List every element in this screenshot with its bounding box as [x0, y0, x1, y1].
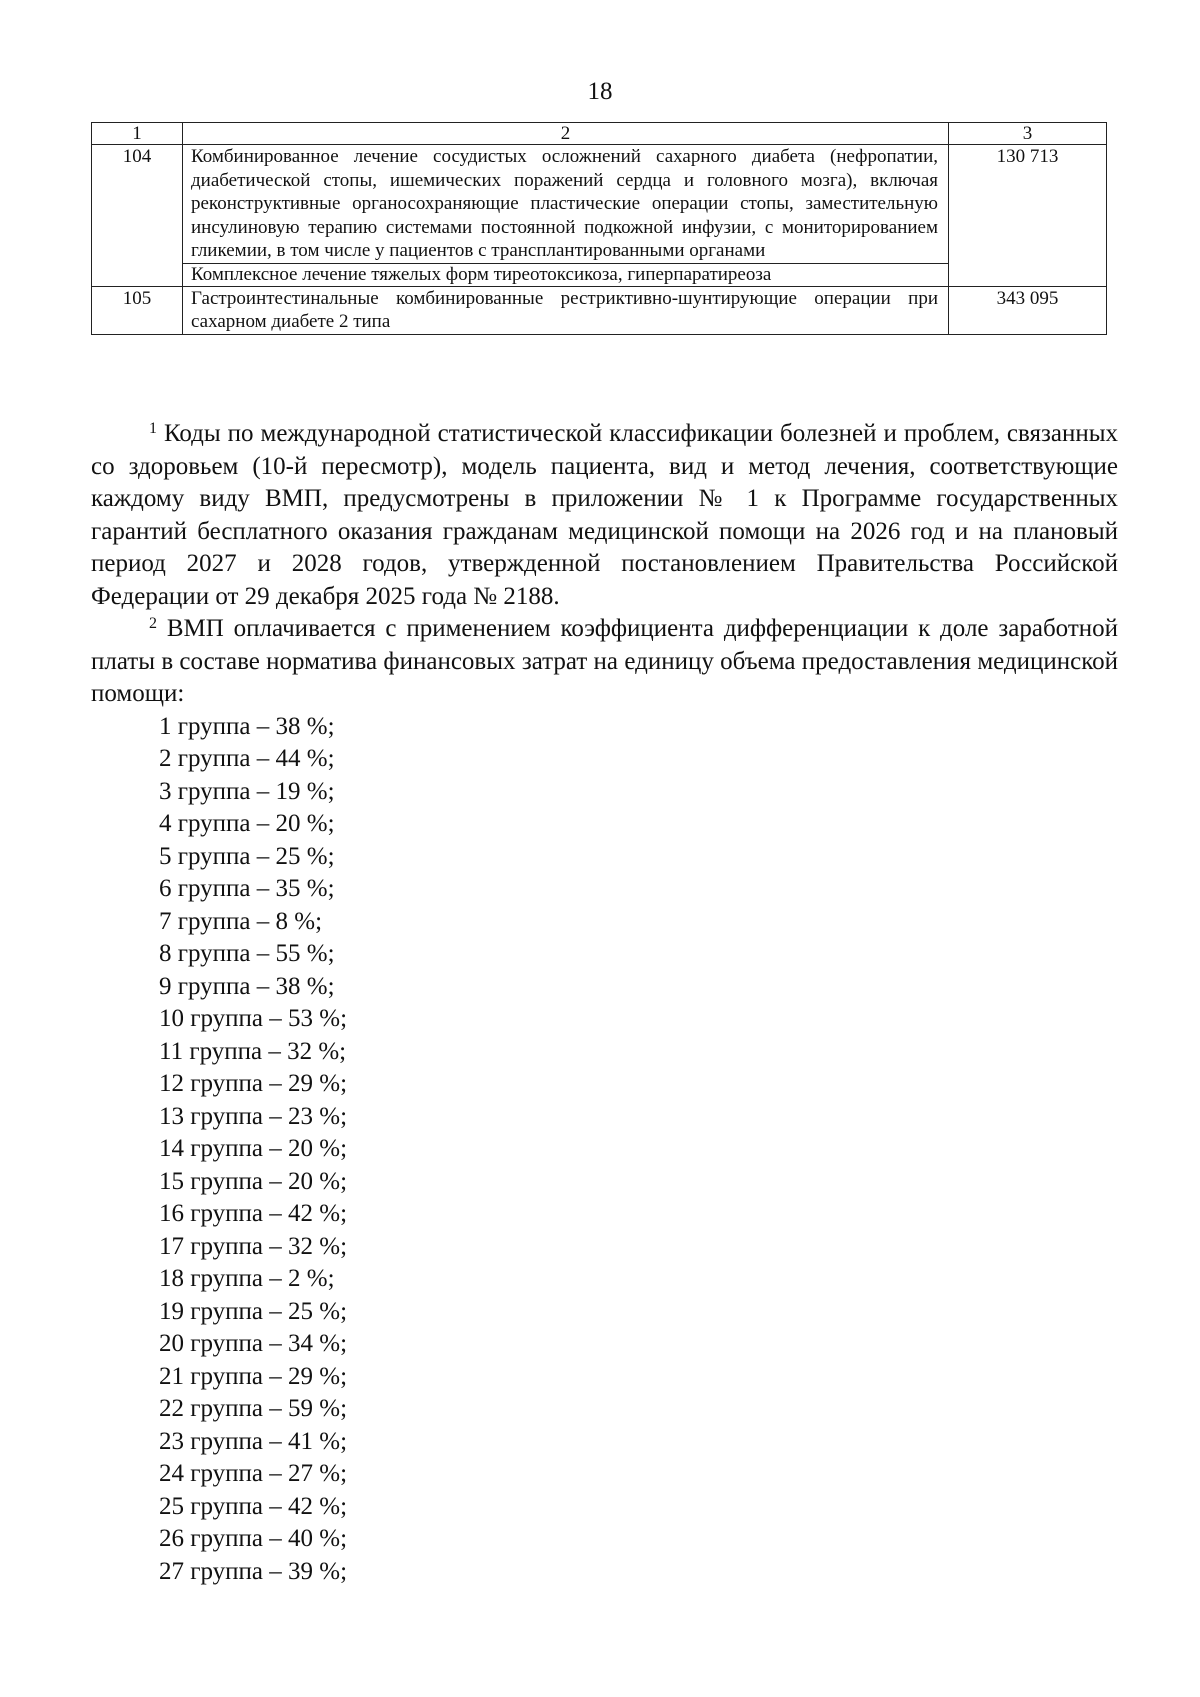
footnote-text: Коды по международной статистической классификации болезней и проблем, связанных со здоровьем (10-й пересмотр), модель пациента, вид и метод лечения, соответствующие каждому виду ВМП, предусмотрены в приложении № 1 к Программе государственных гарантий бесплатного оказания гражданам медицинской помощи на 2026 год и на плановый период 2027 и 2028 годов, утвержденной постановлением Правительства Российской Федерации от 29 декабря 2025 года № 2188. — [91, 420, 1119, 610]
list-item: 24 группа – 27 %; — [159, 1460, 348, 1487]
list-item: 6 группа – 35 %; — [159, 875, 335, 902]
list-item: 15 группа – 20 %; — [159, 1167, 348, 1195]
list-item: 12 группа – 29 %; — [159, 1070, 348, 1097]
list-item: 20 группа – 34 %; — [159, 1330, 348, 1357]
footnote-mark: 2 — [149, 615, 157, 632]
list-item: 22 группа – 59 %; — [159, 1395, 348, 1422]
list-item: 18 группа – 2 %; — [159, 1265, 335, 1292]
row-number: 104 — [92, 145, 183, 287]
table-row — [92, 286, 1107, 334]
group-list — [91, 711, 1118, 1589]
row-price: 130 713 — [949, 145, 1107, 287]
list-item: 4 группа – 20 %; — [159, 810, 335, 837]
table-row — [92, 145, 1107, 264]
row-description: Комбинированное лечение сосудистых осложнений сахарного диабета (нефропатии, диабетической стопы, ишемических поражений сердца и головного мозга), включая реконструктивные органосохраняющие пластические операции стопы, заместительную инсулиновую терапию системами постоянной подкожной инфузии, с мониторированием гликемии, в том числе у пациентов с трансплантированными органами — [183, 145, 949, 264]
footnotes — [91, 418, 1118, 1588]
footnote — [91, 613, 1118, 711]
list-item: 10 группа – 53 %; — [159, 1005, 348, 1032]
row-description: Гастроинтестинальные комбинированные рестриктивно-шунтирующие операции при сахарном диабете 2 типа — [183, 286, 949, 334]
list-item: 19 группа – 25 %; — [159, 1297, 348, 1325]
list-item: 9 группа – 38 %; — [159, 972, 335, 1000]
list-item: 25 группа – 42 %; — [159, 1492, 348, 1520]
footnote-text: ВМП оплачивается с применением коэффициента дифференциации к доле заработной платы в составе норматива финансовых затрат на единицу объема предоставления медицинской помощи: — [91, 615, 1119, 707]
footnote-mark: 1 — [149, 420, 157, 437]
list-item: 16 группа – 42 %; — [159, 1200, 348, 1227]
list-item: 8 группа – 55 %; — [159, 940, 335, 967]
list-item: 21 группа – 29 %; — [159, 1362, 348, 1390]
column-header: 1 — [92, 123, 183, 145]
page-number: 18 — [587, 78, 613, 105]
list-item: 14 группа – 20 %; — [159, 1135, 348, 1162]
list-item: 23 группа – 41 %; — [159, 1427, 348, 1455]
list-item: 13 группа – 23 %; — [159, 1102, 348, 1130]
column-header: 3 — [949, 123, 1107, 145]
vmp-table — [91, 122, 1107, 335]
row-number: 105 — [92, 286, 183, 334]
list-item: 26 группа – 40 %; — [159, 1525, 348, 1552]
row-price: 343 095 — [949, 286, 1107, 334]
row-description: Комплексное лечение тяжелых форм тиреотоксикоза, гиперпаратиреоза — [183, 263, 949, 286]
list-item: 27 группа – 39 %; — [159, 1557, 348, 1585]
table-header-row — [92, 123, 1107, 145]
list-item: 5 группа – 25 %; — [159, 842, 335, 870]
list-item: 2 группа – 44 %; — [159, 745, 335, 772]
list-item: 11 группа – 32 %; — [159, 1037, 347, 1065]
column-header: 2 — [183, 123, 949, 145]
list-item: 1 группа – 38 %; — [159, 712, 335, 740]
list-item: 7 группа – 8 %; — [159, 907, 323, 935]
footnote — [91, 418, 1118, 613]
list-item: 17 группа – 32 %; — [159, 1232, 348, 1260]
list-item: 3 группа – 19 %; — [159, 777, 335, 805]
